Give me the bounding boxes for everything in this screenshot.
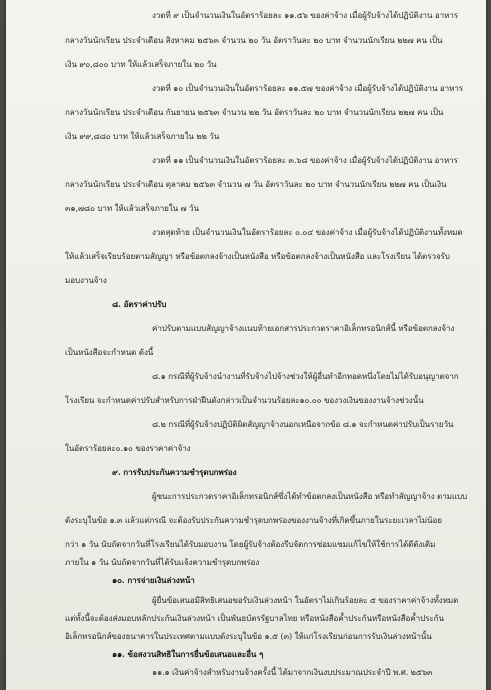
text-line: งวดสุดท้าย เป็นจำนวนเงินในอัตราร้อยละ ๐.๐๔ ของค่าจ้าง เมื่อผู้รับจ้างได้ปฏิบัติงานทั้งหมด: [152, 227, 463, 237]
text-line: ๓๑,๗๘๐ บาท ให้แล้วเสร็จภายใน ๗ วัน: [65, 203, 199, 213]
text-line: ๘.๒ กรณีที่ผู้รับจ้างปฏิบัติผิดสัญญาจ้างนอกเหนือจากข้อ ๘.๑ จะกำหนดค่าปรับเป็นรายวัน: [152, 419, 454, 429]
section-heading: ๙. การรับประกันความชำรุดบกพร่อง: [112, 467, 237, 477]
section-heading: ๑๑. ข้อสงวนสิทธิในการยื่นข้อเสนอและอื่น ๆ: [112, 649, 264, 659]
text-line: งวดที่ ๙ เป็นจำนวนเงินในอัตราร้อยละ ๑๑.๕๖ ของค่าจ้าง เมื่อผู้รับจ้างได้ปฏิบัติงาน อาหาร: [152, 10, 459, 20]
text-line: ๑๑.๑ เงินค่าจ้างสำหรับงานจ้างครั้งนี้ ได้มาจากเงินงบประมาณประจำปี พ.ศ. ๒๕๖๓: [152, 667, 433, 677]
text-line: กลางวันนักเรียน ประจำเดือน กันยายน ๒๕๖๓ จำนวน ๒๒ วัน อัตราวันละ ๒๐ บาท จำนวนนักเรียน ๒๒๗ คน เป็น: [65, 107, 444, 117]
text-line: ในอัตราร้อยละ๐.๑๐ ของราคาค่าจ้าง: [65, 443, 191, 453]
text-line: ภายใน ๑ วัน นับถัดจากวันที่ได้รับแจ้งความชำรุดบกพร่อง: [65, 557, 260, 567]
text-line: ผู้ชนะการประกวดราคาอิเล็กทรอนิกส์ซึ่งได้ทำข้อตกลงเป็นหนังสือ หรือทำสัญญาจ้าง ตามแบบ: [152, 491, 468, 501]
section-heading: ๘. อัตราค่าปรับ: [112, 299, 167, 309]
text-line: กลางวันนักเรียน ประจำเดือน สิงหาคม ๒๕๖๓ จำนวน ๒๐ วัน อัตราวันละ ๒๐ บาท จำนวนนักเรียน ๒๒๗ คน เป็น: [65, 35, 443, 45]
text-line: เป็นหนังสือจะกำหนด ดังนี้: [65, 347, 154, 357]
text-line: กลางวันนักเรียน ประจำเดือน ตุลาคม ๒๕๖๓ จำนวน ๗ วัน อัตราวันละ ๒๐ บาท จำนวนนักเรียน ๒๒๗ คน เป็นเงิน: [65, 179, 447, 189]
text-line: งวดที่ ๑๑ เป็นจำนวนเงินในอัตราร้อยละ ๓.๖๘ ของค่าจ้าง เมื่อผู้รับจ้างได้ปฏิบัติงาน อาหาร: [152, 155, 458, 165]
text-line: เงิน ๙๐,๘๐๐ บาท ให้แล้วเสร็จภายใน ๒๐ วัน: [65, 59, 217, 69]
text-line: งวดที่ ๑๐ เป็นจำนวนเงินในอัตราร้อยละ ๑๑.๕๗ ของค่าจ้าง เมื่อผู้รับจ้างได้ปฏิบัติงาน อาหาร: [152, 83, 464, 93]
text-line: ดังระบุในข้อ ๑.๓ แล้วแต่กรณี จะต้องรับประกันความชำรุดบกพร่องของงานจ้างที่เกิดขึ้นภายในระยะเวลาไม่น้อย: [65, 515, 442, 525]
text-line: กว่า ๑ วัน นับถัดจากวันที่โรงเรียนได้รับมอบงาน โดยผู้รับจ้างต้องรีบจัดการซ่อมแซมแก้ไขให้ใช้การได้ดีดังเดิม: [65, 539, 436, 549]
text-line: ผู้ยื่นข้อเสนอมีสิทธิเสนอขอรับเงินล่วงหน้า ในอัตราไม่เกินร้อยละ ๕ ของราคาค่าจ้างทั้งหมด: [152, 595, 459, 605]
text-line: ให้แล้วเสร็จเรียบร้อยตามสัญญา หรือข้อตกลงจ้างเป็นหนังสือ หรือข้อตกลงจ้างเป็นหนังสือ และโรงเรียน ได้ตรวจรับ: [65, 251, 450, 261]
text-line: โรงเรียน จะกำหนดค่าปรับสำหรับการฝ่าฝืนดังกล่าวเป็นจำนวนร้อยละ๑๐.๐๐ ของวงเงินของงานจ้างช่วงนั้น: [65, 395, 424, 405]
text-line: ๘.๑ กรณีที่ผู้รับจ้างนำงานที่รับจ้างไปจ้างช่วงให้ผู้อื่นทำอีกทอดหนึ่งโดยไม่ได้รับอนุญาตจาก: [152, 371, 459, 381]
document-page: [6, 0, 486, 690]
section-heading: ๑๐. การจ่ายเงินล่วงหน้า: [112, 575, 195, 585]
text-line: มอบงานจ้าง: [65, 275, 107, 285]
text-line: แต่ทั้งนี้จะต้องส่งมอบหลักประกันเงินล่วงหน้า เป็นพันธบัตรรัฐบาลไทย หรือหนังสือค้ำประกันหรือหนังสือค้ำประกัน: [65, 613, 444, 623]
text-line: อิเล็กทรอนิกส์ของธนาคารในประเทศตามแบบดังระบุในข้อ ๑.๕ (๓) ให้แก่โรงเรียนก่อนการรับเงินล่วงหน้านั้น: [65, 631, 432, 641]
text-line: ค่าปรับตามแบบสัญญาจ้างแนบท้ายเอกสารประกวดราคาอิเล็กทรอนิกส์นี้ หรือข้อตกลงจ้าง: [152, 323, 455, 333]
text-line: เงิน ๙๙,๘๘๐ บาท ให้แล้วเสร็จภายใน ๒๒ วัน: [65, 131, 220, 141]
